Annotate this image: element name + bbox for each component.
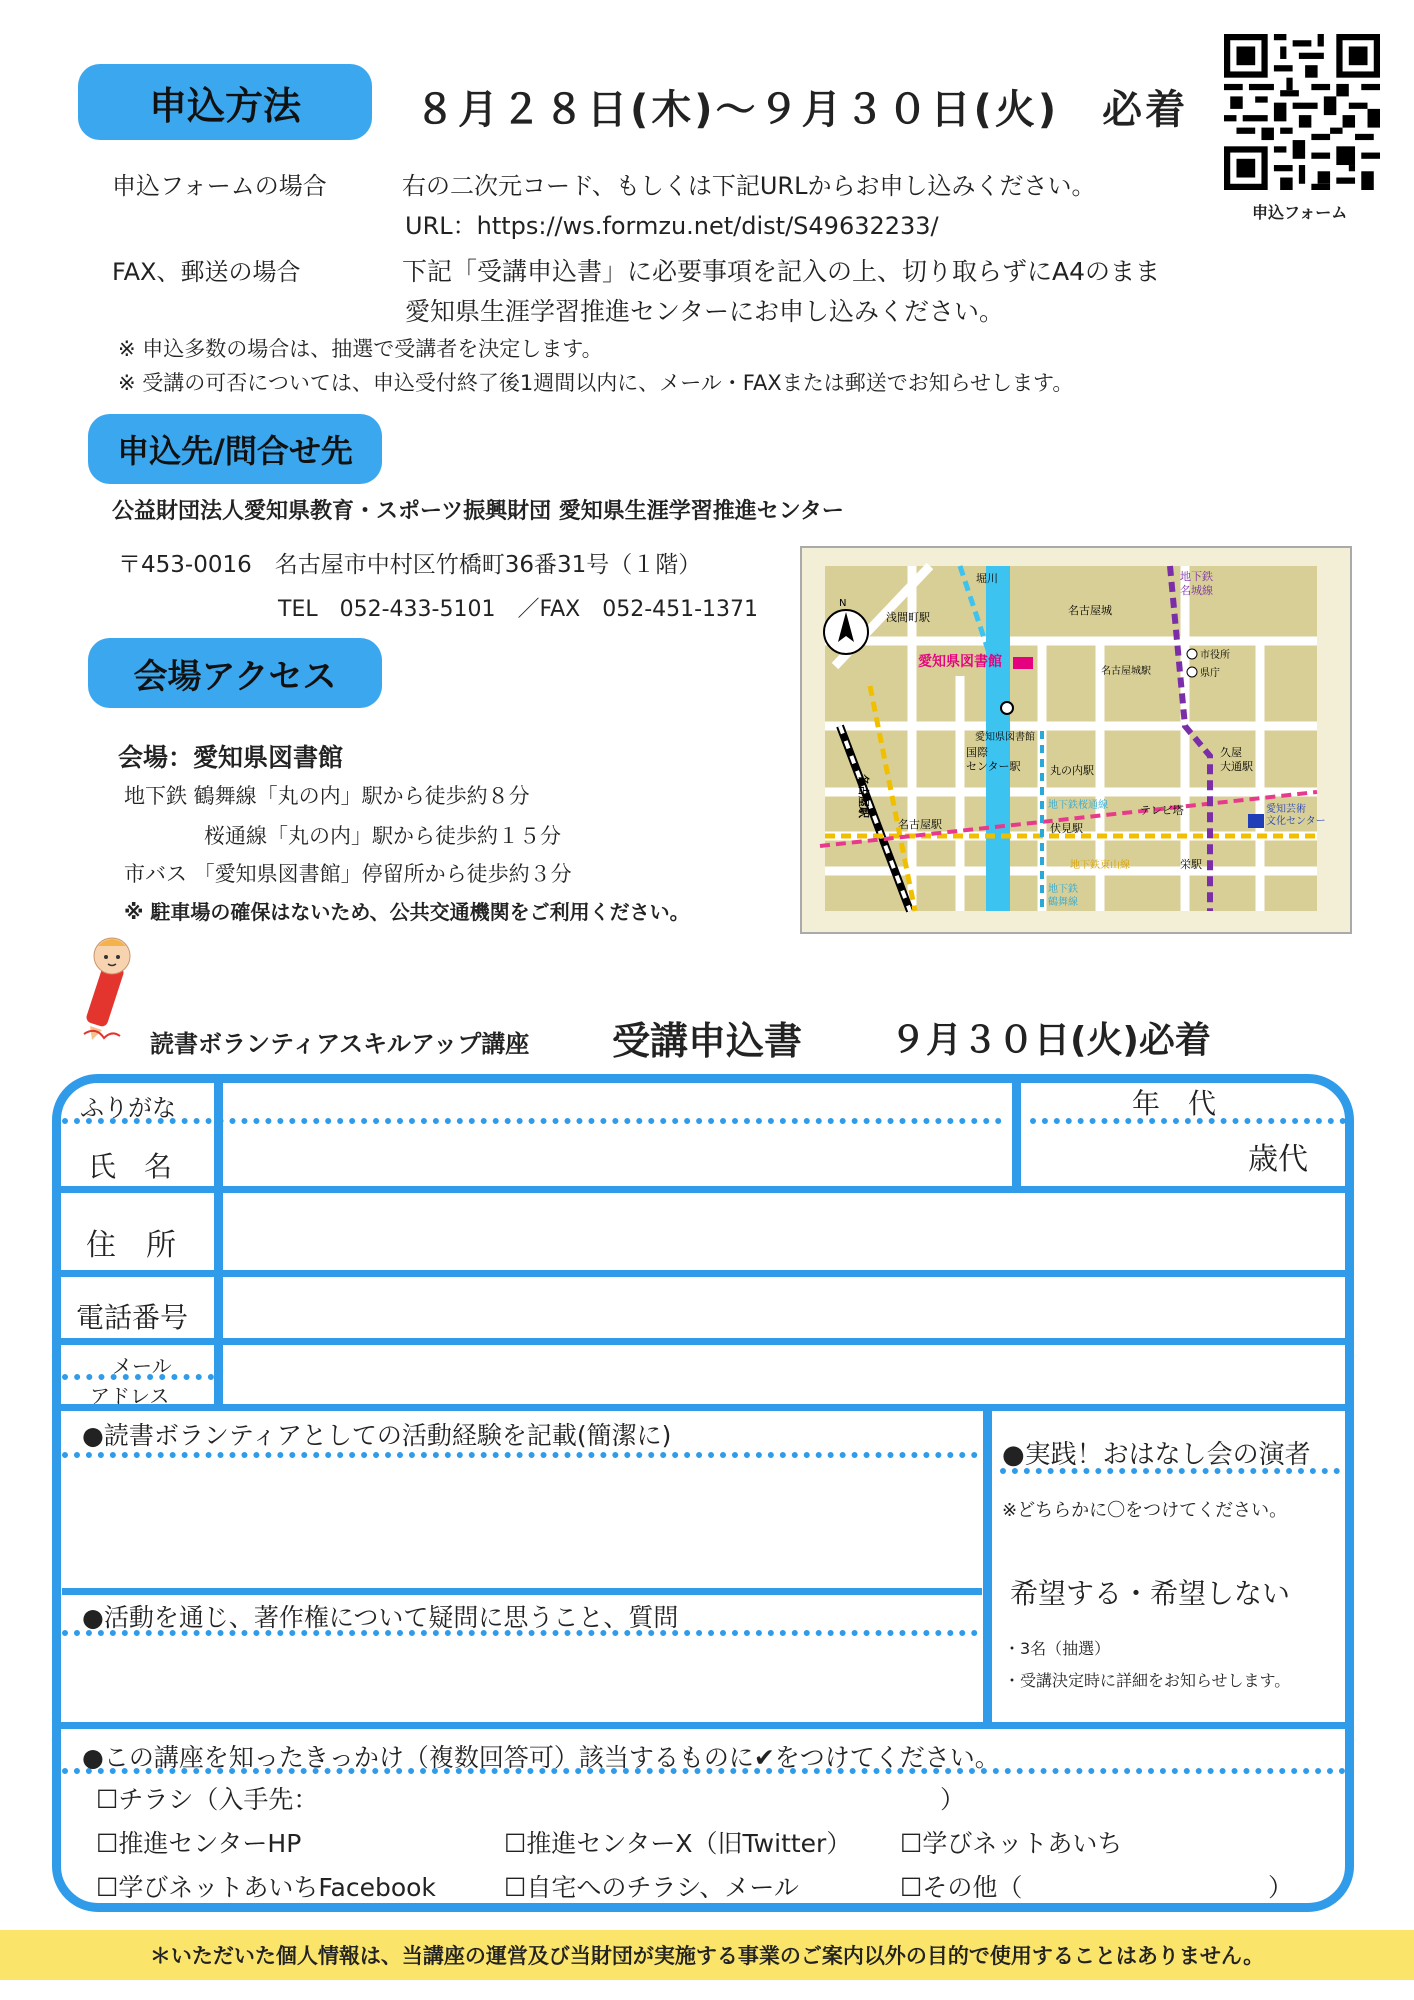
form-age-label: 年 代 [1132, 1087, 1217, 1120]
privacy-footer-text: ＊いただいた個人情報は、当講座の運営及び当財団が実施する事業のご案内以外の目的で使用することはありません。 [149, 1944, 1265, 1968]
map-horikawa: 堀川 [976, 572, 998, 585]
contact-org: 公益財団法人愛知県教育・スポーツ振興財団 愛知県生涯学習推進センター [112, 499, 844, 524]
contact-phone: TEL 052-433-5101 ／FAX 052-451-1371 [278, 597, 759, 622]
performer-note: ※どちらかに〇をつけてください。 [1002, 1500, 1288, 1521]
apply-form-text: 右の二次元コード、もしくは下記URLからお申し込みください。 [402, 172, 1096, 200]
form-title-small: 読書ボランティアスキルアップ講座 [150, 1030, 530, 1058]
performer-label: ●実践！おはなし会の演者 [1002, 1440, 1311, 1470]
access-line-1: 地下鉄 鶴舞線「丸の内」駅から徒歩約８分 [124, 784, 530, 808]
form-dots-furigana [62, 1118, 1002, 1124]
form-deadline: ９月３０日(火)必着 [890, 1020, 1211, 1061]
performer-detail-note: ・受講決定時に詳細をお知らせします。 [1004, 1671, 1291, 1690]
access-line-3: 市バス 「愛知県図書館」停留所から徒歩約３分 [124, 862, 572, 886]
age-input[interactable] [1026, 1126, 1236, 1184]
map-marunouchi: 丸の内駅 [1050, 764, 1094, 777]
map-higashiyama: 地下鉄東山線 [1070, 860, 1130, 871]
access-heading: 会場アクセス [88, 638, 382, 708]
apply-fax-label: FAX、郵送の場合 [112, 258, 301, 286]
form-line-mail-bottom [60, 1404, 1350, 1411]
form-title-big: 受講申込書 [612, 1019, 803, 1063]
form-line-address-bottom [60, 1270, 1350, 1277]
question-input[interactable] [66, 1638, 976, 1720]
contact-address: 〒453-0016 名古屋市中村区竹橋町36番31号（１階） [118, 552, 702, 578]
map-north: N [839, 598, 847, 609]
option-other-checkbox[interactable]: ☐その他（ [900, 1873, 1023, 1902]
map-nagoyajo-st: 名古屋城駅 [1101, 666, 1151, 677]
map-sakura-line: 地下鉄桜通線 [1048, 800, 1108, 811]
map-meijo-line: 地下鉄名城線 [1180, 570, 1213, 597]
option-facebook-checkbox[interactable]: ☐学びネットあいちFacebook [96, 1873, 436, 1902]
apply-note-2: ※ 受講の可否については、申込受付終了後1週間以内に、メール・FAXまたは郵送でお知らせします。 [118, 371, 1074, 395]
option-x-checkbox[interactable]: ☐推進センターX（旧Twitter） [504, 1829, 852, 1858]
form-phone-label: 電話番号 [76, 1301, 189, 1334]
form-line-experience-bottom [62, 1588, 982, 1595]
map-tv-tower: テレビ塔 [1140, 804, 1184, 817]
apply-period: ８月２８日(木)～９月３０日(火) 必着 [415, 87, 1189, 133]
phone-input[interactable] [226, 1280, 1346, 1336]
option-flyer-checkbox[interactable]: ☐チラシ（入手先： [96, 1785, 319, 1814]
map-library-small: 愛知県図書館 [975, 732, 1035, 743]
form-mail-label-2: アドレス [90, 1384, 170, 1408]
map-arts: 愛知芸術文化センター [1266, 804, 1326, 827]
form-furigana-label: ふりがな [80, 1094, 176, 1122]
trigger-label: ●この講座を知ったきっかけ（複数回答可）該当するものに✔をつけてください。 [82, 1743, 1000, 1772]
experience-label: ●読書ボランティアとしての活動経験を記載(簡潔に) [82, 1421, 672, 1450]
map-shiyakusho: 市役所 [1200, 650, 1230, 661]
form-name-label: 氏 名 [88, 1150, 173, 1183]
form-line-name-bottom [60, 1186, 1350, 1193]
apply-note-1: ※ 申込多数の場合は、抽選で受講者を決定します。 [118, 337, 603, 361]
apply-url[interactable]: URL：https://ws.formzu.net/dist/S49632233/ [405, 212, 939, 240]
map-sengencho: 浅間町駅 [886, 611, 930, 624]
form-mail-label-1: メール [112, 1354, 172, 1378]
option-flyer-close: ） [940, 1785, 966, 1814]
form-line-question-bottom [60, 1722, 1350, 1729]
apply-form-label: 申込フォームの場合 [112, 172, 327, 200]
contact-heading: 申込先/問合せ先 [88, 414, 382, 484]
privacy-footer [0, 1930, 1414, 1980]
map-nagoya-ekimei: 名古屋駅 [857, 774, 870, 818]
address-input[interactable] [226, 1196, 1346, 1268]
apply-heading: 申込方法 [78, 64, 372, 140]
name-input[interactable] [226, 1126, 1006, 1184]
map-sakae: 栄駅 [1180, 858, 1202, 871]
map-library-big: 愛知県図書館 [918, 654, 1002, 670]
qr-code-icon[interactable] [1224, 34, 1380, 190]
experience-input[interactable] [66, 1460, 976, 1586]
option-home-checkbox[interactable]: ☐自宅へのチラシ、メール [504, 1873, 799, 1902]
map-fushimi: 伏見駅 [1050, 822, 1083, 835]
map-nagoya-st: 名古屋駅 [898, 818, 942, 831]
form-vline-label [214, 1080, 223, 1405]
form-vline-age [1012, 1080, 1021, 1190]
furigana-input[interactable] [226, 1080, 1006, 1116]
form-address-label: 住 所 [86, 1228, 176, 1263]
map-tsurumai: 地下鉄鶴舞線 [1048, 884, 1078, 908]
map-kencho: 県庁 [1200, 668, 1220, 679]
map-nagoyajo: 名古屋城 [1068, 604, 1112, 617]
apply-fax-text2: 愛知県生涯学習推進センターにお申し込みください。 [405, 297, 1005, 326]
form-age-unit: 歳代 [1248, 1142, 1308, 1177]
form-line-phone-bottom [60, 1338, 1350, 1345]
mail-input[interactable] [226, 1348, 1346, 1402]
map-kokusai: 国際センター駅 [966, 746, 1021, 773]
question-label: ●活動を通じ、著作権について疑問に思うこと、質問 [82, 1603, 679, 1632]
access-venue: 会場：愛知県図書館 [118, 743, 344, 772]
access-note: ※ 駐車場の確保はないため、公共交通機関をご利用ください。 [124, 900, 690, 924]
form-vline-performer [983, 1410, 992, 1726]
qr-label: 申込フォーム [1252, 203, 1348, 222]
option-hp-checkbox[interactable]: ☐推進センターHP [96, 1829, 302, 1858]
option-manabi-checkbox[interactable]: ☐学びネットあいち [900, 1829, 1123, 1858]
apply-fax-text1: 下記「受講申込書」に必要事項を記入の上、切り取らずにA4のまま [402, 257, 1161, 286]
option-other-close: ） [1268, 1873, 1294, 1902]
map-hisaya: 久屋大通駅 [1220, 746, 1253, 773]
access-line-2: 桜通線「丸の内」駅から徒歩約１５分 [204, 824, 561, 848]
performer-count-note: ・3名（抽選） [1004, 1639, 1111, 1658]
performer-hope-choice[interactable]: 希望する・希望しない [1010, 1577, 1291, 1610]
form-dots-experience [62, 1452, 978, 1458]
mascot-pencil-icon [76, 930, 156, 1042]
access-map [800, 546, 1352, 934]
